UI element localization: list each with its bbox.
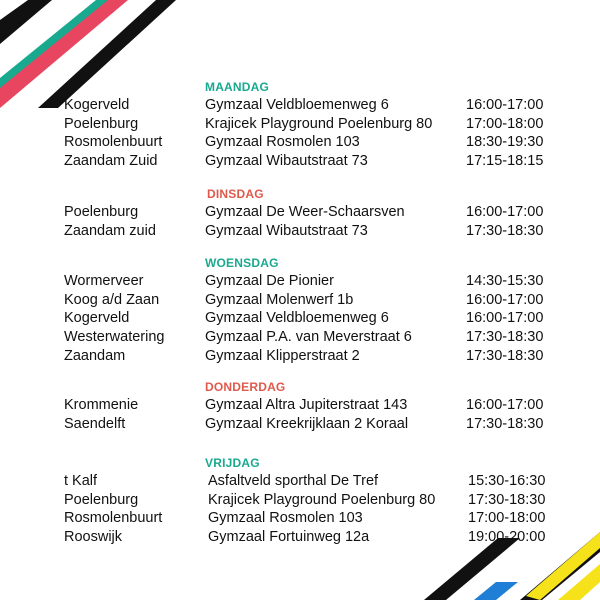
venue-name: Asfaltveld sporthal De Tref xyxy=(208,473,379,489)
schedule-row xyxy=(0,292,600,310)
time-slot: 17:30-18:30 xyxy=(466,329,544,346)
time-slot: 17:15-18:15 xyxy=(466,153,544,170)
stripe-blue-bottom xyxy=(474,582,518,600)
venue-name: Gymzaal Veldbloemenweg 6 xyxy=(205,310,389,327)
location-name: Westerwatering xyxy=(64,329,165,346)
schedule-row xyxy=(0,416,600,434)
venue-name: Gymzaal Fortuinweg 12a xyxy=(208,529,370,546)
location-name: Poelenburg xyxy=(64,204,139,220)
venue-name: Gymzaal Wibautstraat 73 xyxy=(205,153,368,170)
venue-name: Gymzaal Altra Jupiterstraat 143 xyxy=(205,397,408,413)
venue-name: Gymzaal Molenwerf 1b xyxy=(205,291,354,308)
time-slot: 14:30-15:30 xyxy=(466,273,544,289)
day-heading: MAANDAG xyxy=(205,80,270,94)
location-name: Krommenie xyxy=(64,397,139,413)
time-slot: 19:00-20:00 xyxy=(468,529,546,546)
day-heading: VRIJDAG xyxy=(205,456,260,470)
location-name: Zaandam zuid xyxy=(64,222,156,239)
location-name: Saendelft xyxy=(64,415,126,432)
schedule-row xyxy=(0,397,600,415)
stripe-black-top xyxy=(0,0,52,44)
location-name: Wormerveer xyxy=(64,273,144,289)
time-slot: 17:30-18:30 xyxy=(466,222,544,239)
venue-name: Gymzaal Rosmolen 103 xyxy=(205,134,360,151)
time-slot: 16:00-17:00 xyxy=(466,97,544,113)
schedule-row xyxy=(0,348,600,366)
time-slot: 17:00-18:00 xyxy=(468,510,546,527)
schedule-row xyxy=(0,134,600,152)
time-slot: 16:00-17:00 xyxy=(466,204,544,220)
time-slot: 17:30-18:30 xyxy=(466,347,544,364)
time-slot: 17:30-18:30 xyxy=(466,415,544,432)
schedule-row xyxy=(0,310,600,328)
time-slot: 16:00-17:00 xyxy=(466,291,544,308)
schedule-row xyxy=(0,529,600,547)
day-heading: WOENSDAG xyxy=(205,256,279,270)
schedule-row xyxy=(0,492,600,510)
schedule-row xyxy=(0,273,600,291)
schedule-row xyxy=(0,153,600,171)
venue-name: Krajicek Playground Poelenburg 80 xyxy=(208,491,436,508)
time-slot: 17:30-18:30 xyxy=(468,491,546,508)
location-name: Koog a/d Zaan xyxy=(64,291,160,308)
location-name: Poelenburg xyxy=(64,115,139,132)
location-name: Rooswijk xyxy=(64,529,123,546)
day-heading: DINSDAG xyxy=(207,187,264,201)
time-slot: 16:00-17:00 xyxy=(466,310,544,327)
time-slot: 17:00-18:00 xyxy=(466,115,544,132)
venue-name: Krajicek Playground Poelenburg 80 xyxy=(205,115,433,132)
location-name: Zaandam Zuid xyxy=(64,153,158,170)
venue-name: Gymzaal Veldbloemenweg 6 xyxy=(205,97,389,113)
venue-name: Gymzaal P.A. van Meverstraat 6 xyxy=(205,329,412,346)
schedule-row xyxy=(0,473,600,491)
venue-name: Gymzaal Wibautstraat 73 xyxy=(205,222,368,239)
schedule-row xyxy=(0,204,600,222)
schedule-row xyxy=(0,329,600,347)
location-name: Rosmolenbuurt xyxy=(64,510,163,527)
schedule-row xyxy=(0,116,600,134)
day-heading: DONDERDAG xyxy=(205,380,286,394)
venue-name: Gymzaal Rosmolen 103 xyxy=(208,510,363,527)
location-name: Zaandam xyxy=(64,347,126,364)
location-name: Poelenburg xyxy=(64,491,139,508)
location-name: Rosmolenbuurt xyxy=(64,134,163,151)
location-name: Kogerveld xyxy=(64,310,130,327)
venue-name: Gymzaal Klipperstraat 2 xyxy=(205,347,360,364)
time-slot: 18:30-19:30 xyxy=(466,134,544,151)
venue-name: Gymzaal De Weer-Schaarsven xyxy=(205,204,405,220)
time-slot: 16:00-17:00 xyxy=(466,397,544,413)
schedule-row xyxy=(0,223,600,241)
venue-name: Gymzaal Kreekrijklaan 2 Koraal xyxy=(205,415,409,432)
schedule-row xyxy=(0,97,600,115)
location-name: t Kalf xyxy=(64,473,98,489)
location-name: Kogerveld xyxy=(64,97,130,113)
schedule-row xyxy=(0,510,600,528)
time-slot: 15:30-16:30 xyxy=(468,473,546,489)
venue-name: Gymzaal De Pionier xyxy=(205,273,334,289)
